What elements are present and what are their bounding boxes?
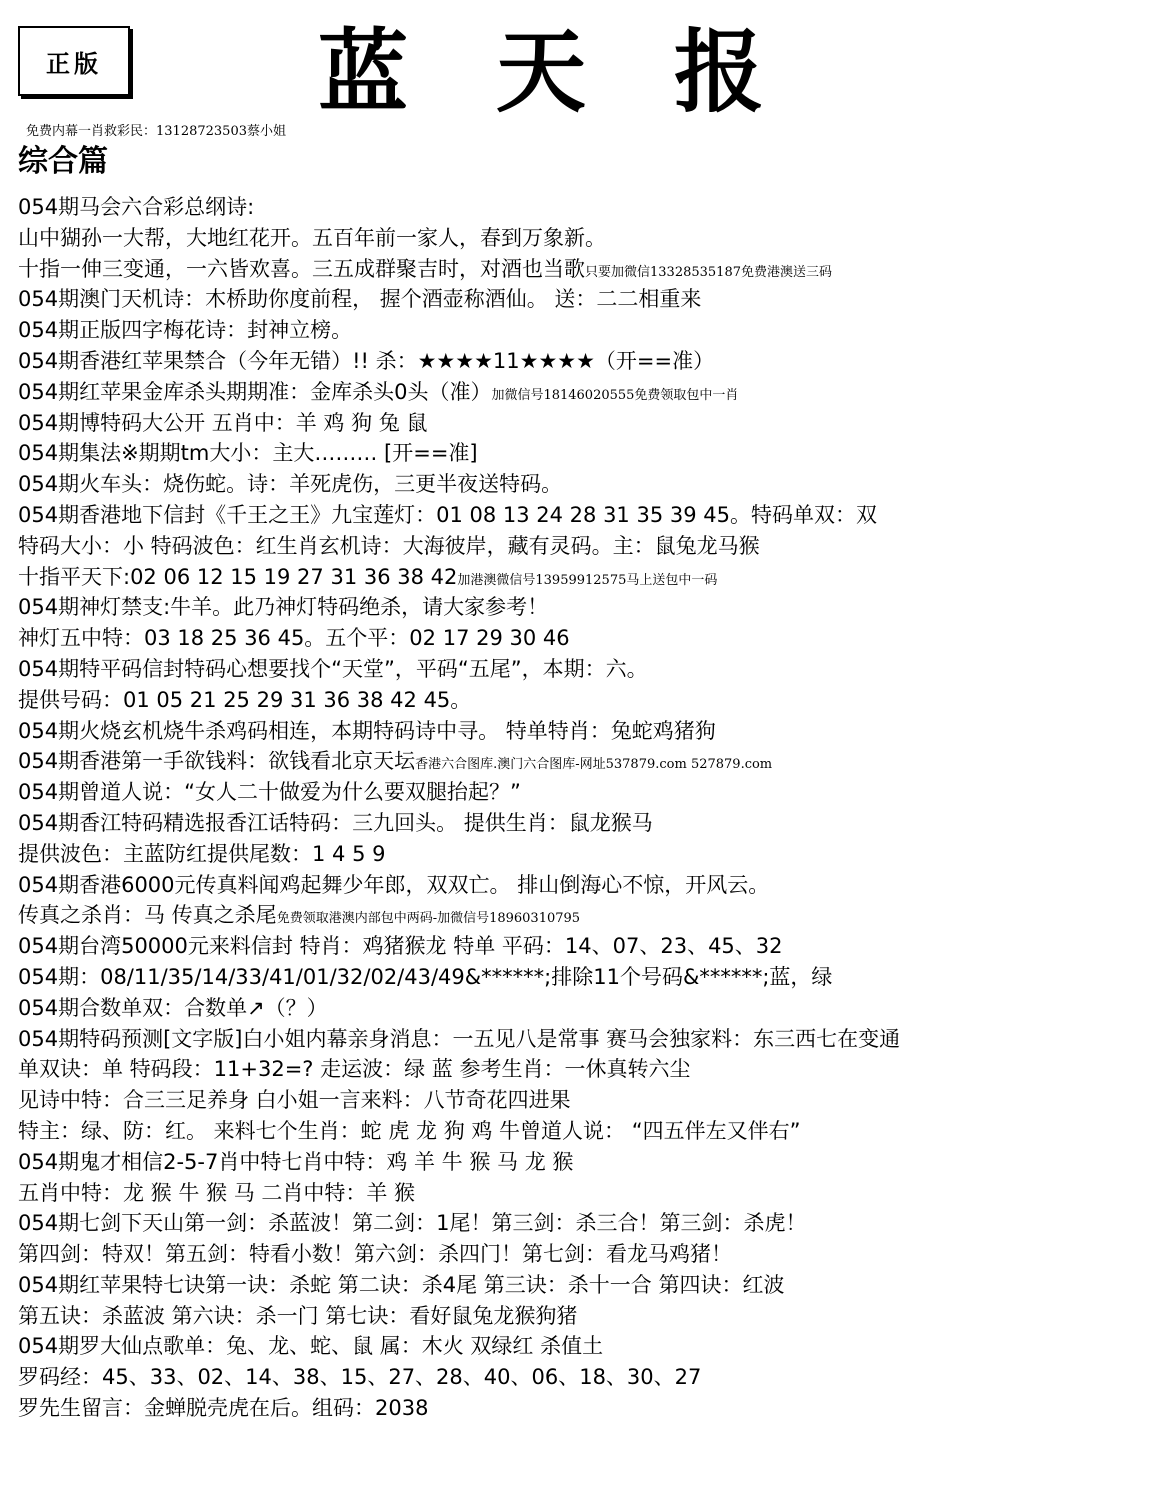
content-line xyxy=(18,562,1168,593)
masthead-char: 报 xyxy=(674,19,764,125)
content-line xyxy=(18,993,1168,1024)
line-text: 054期曾道人说：“女人二十做爱为什么要双腿抬起？” xyxy=(18,780,521,805)
line-text: 十指一伸三变通，一六皆欢喜。三五成群聚吉时，对酒也当歌 xyxy=(18,256,585,281)
content-line xyxy=(18,808,1168,839)
line-text: 罗码经：45、33、02、14、38、15、27、28、40、06、18、30、27 xyxy=(18,1365,702,1390)
content-lines xyxy=(18,192,1168,1424)
content-line xyxy=(18,870,1168,901)
contact-line: 免费内幕一肖救彩民：13128723503蔡小姐 xyxy=(26,124,286,139)
content-line xyxy=(18,1085,1168,1116)
content-line xyxy=(18,1054,1168,1085)
line-text: 054期正版四字梅花诗：封神立榜。 xyxy=(18,318,353,343)
masthead-title xyxy=(318,19,852,125)
line-text: 054期火车头：烧伤蛇。诗：羊死虎伤，三更半夜送特码。 xyxy=(18,472,563,497)
content-line xyxy=(18,254,1168,285)
content-line xyxy=(18,377,1168,408)
content-line xyxy=(18,284,1168,315)
content-line xyxy=(18,592,1168,623)
content-line xyxy=(18,1393,1168,1424)
line-text: 第五诀：杀蓝波 第六诀：杀一门 第七诀：看好鼠兔龙猴狗猪 xyxy=(18,1303,578,1328)
line-text: 第四剑：特双！第五剑：特看小数！第六剑：杀四门！第七剑：看龙马鸡猪！ xyxy=(18,1242,732,1267)
line-text: 054期台湾50000元来料信封 特肖：鸡猪猴龙 特单 平码：14、07、23、45、32 xyxy=(18,934,783,959)
authentic-badge: 正版 xyxy=(18,26,130,96)
content-line xyxy=(18,685,1168,716)
line-text: 特码大小：小 特码波色：红生肖玄机诗：大海彼岸，藏有灵码。主：鼠兔龙马猴 xyxy=(18,533,760,558)
line-text: 五肖中特：龙 猴 牛 猴 马 二肖中特：羊 猴 xyxy=(18,1180,416,1205)
line-text: 054期特码预测[文字版]白小姐内幕亲身消息：一五见八是常事 赛马会独家料：东三西七在变通 xyxy=(18,1026,901,1051)
content-line xyxy=(18,1362,1168,1393)
line-text: 神灯五中特：03 18 25 36 45。五个平：02 17 29 30 46 xyxy=(18,626,570,651)
content-line xyxy=(18,346,1168,377)
line-text: 054期香港红苹果禁合（今年无错）!! 杀：★★★★11★★★★（开==准） xyxy=(18,348,715,373)
content-line xyxy=(18,531,1168,562)
line-text: 传真之杀肖：马 传真之杀尾 xyxy=(18,903,277,928)
section-title: 综合篇 xyxy=(18,144,108,179)
content-line xyxy=(18,1024,1168,1055)
content-line xyxy=(18,900,1168,931)
content-line xyxy=(18,223,1168,254)
line-ad: 加微信号18146020555免费领取包中一肖 xyxy=(491,387,739,403)
line-text: 罗先生留言：金蝉脱壳虎在后。组码：2038 xyxy=(18,1396,429,1421)
content-line xyxy=(18,777,1168,808)
line-text: 054期马会六合彩总纲诗: xyxy=(18,195,255,219)
line-text: 提供波色：主蓝防红提供尾数：1 4 5 9 xyxy=(18,841,386,866)
content-line xyxy=(18,1239,1168,1270)
content-line xyxy=(18,438,1168,469)
content-line xyxy=(18,1116,1168,1147)
line-text: 054期鬼才相信2-5-7肖中特七肖中特：鸡 羊 牛 猴 马 龙 猴 xyxy=(18,1149,574,1174)
line-text: 054期七剑下天山第一剑：杀蓝波！第二剑：1尾！第三剑：杀三合！第三剑：杀虎！ xyxy=(18,1211,807,1236)
masthead-char: 蓝 xyxy=(318,19,408,125)
line-text: 054期神灯禁支:牛羊。此乃神灯特码绝杀，请大家参考！ xyxy=(18,595,549,620)
content-line xyxy=(18,839,1168,870)
line-text: 提供号码：01 05 21 25 29 31 36 38 42 45。 xyxy=(18,687,472,712)
line-text: 054期集法※期期tm大小：主大……… [开==准] xyxy=(18,441,478,466)
line-text: 054期香港地下信封《千王之王》九宝莲灯：01 08 13 24 28 31 35 39 45。特码单双：双 xyxy=(18,502,877,527)
line-text: 054期火烧玄机烧牛杀鸡码相连，本期特码诗中寻。 特单特肖：兔蛇鸡猪狗 xyxy=(18,718,716,743)
line-text: 特主：绿、防：红。 来料七个生肖：蛇 虎 龙 狗 鸡 牛曾道人说： “四五伴左又伴右” xyxy=(18,1118,801,1143)
content-line xyxy=(18,500,1168,531)
content-line xyxy=(18,1178,1168,1209)
line-text: 山中猢孙一大帮，大地红花开。五百年前一家人，春到万象新。 xyxy=(18,225,606,250)
content-line xyxy=(18,1147,1168,1178)
content-line xyxy=(18,746,1168,777)
content-line xyxy=(18,469,1168,500)
line-text: 054期特平码信封特码心想要找个“天堂”，平码“五尾”，本期：六。 xyxy=(18,656,648,681)
line-text: 见诗中特：合三三足养身 白小姐一言来料：八节奇花四进果 xyxy=(18,1088,571,1113)
line-text: 054期博特码大公开 五肖中：羊 鸡 狗 兔 鼠 xyxy=(18,410,428,435)
masthead-char: 天 xyxy=(496,19,586,125)
content-line xyxy=(18,192,1168,223)
content-line xyxy=(18,716,1168,747)
content-line xyxy=(18,408,1168,439)
line-ad: 香港六合图库.澳门六合图库-网址537879.com 527879.com xyxy=(415,757,773,773)
line-text: 054期香江特码精选报香江话特码：三九回头。 提供生肖：鼠龙猴马 xyxy=(18,810,653,835)
content-line xyxy=(18,1208,1168,1239)
line-text: 十指平天下:02 06 12 15 19 27 31 36 38 42 xyxy=(18,564,458,589)
line-text: 054期合数单双：合数单↗（？） xyxy=(18,995,328,1020)
content-line xyxy=(18,1270,1168,1301)
line-text: 054期澳门天机诗：木桥助你度前程， 握个酒壶称酒仙。 送：二二相重来 xyxy=(18,287,702,312)
content-line xyxy=(18,623,1168,654)
content-line xyxy=(18,962,1168,993)
line-text: 054期：08/11/35/14/33/41/01/32/02/43/49&******;排除11个号码&******;蓝，绿 xyxy=(18,964,833,989)
line-text: 054期香港6000元传真料闻鸡起舞少年郎，双双亡。 排山倒海心不惊，开风云。 xyxy=(18,872,770,897)
line-text: 054期香港第一手欲钱料：欲钱看北京天坛 xyxy=(18,749,416,774)
content-line xyxy=(18,931,1168,962)
line-ad: 免费领取港澳内部包中两码-加微信号18960310795 xyxy=(276,911,581,927)
content-line xyxy=(18,654,1168,685)
line-text: 054期红苹果特七诀第一诀：杀蛇 第二诀：杀4尾 第三诀：杀十一合 第四诀：红波 xyxy=(18,1272,785,1297)
content-line xyxy=(18,315,1168,346)
line-text: 单双诀：单 特码段：11+32=? 走运波：绿 蓝 参考生肖：一休真转六尘 xyxy=(18,1057,691,1082)
line-text: 054期罗大仙点歌单：兔、龙、蛇、鼠 属：木火 双绿红 杀值土 xyxy=(18,1334,604,1359)
line-text: 054期红苹果金库杀头期期准：金库杀头0头（准） xyxy=(18,379,492,404)
line-ad: 加港澳微信号13959912575马上送包中一码 xyxy=(457,572,718,588)
content-line xyxy=(18,1331,1168,1362)
line-ad: 只要加微信13328535187免费港澳送三码 xyxy=(585,264,832,280)
content-line xyxy=(18,1301,1168,1332)
